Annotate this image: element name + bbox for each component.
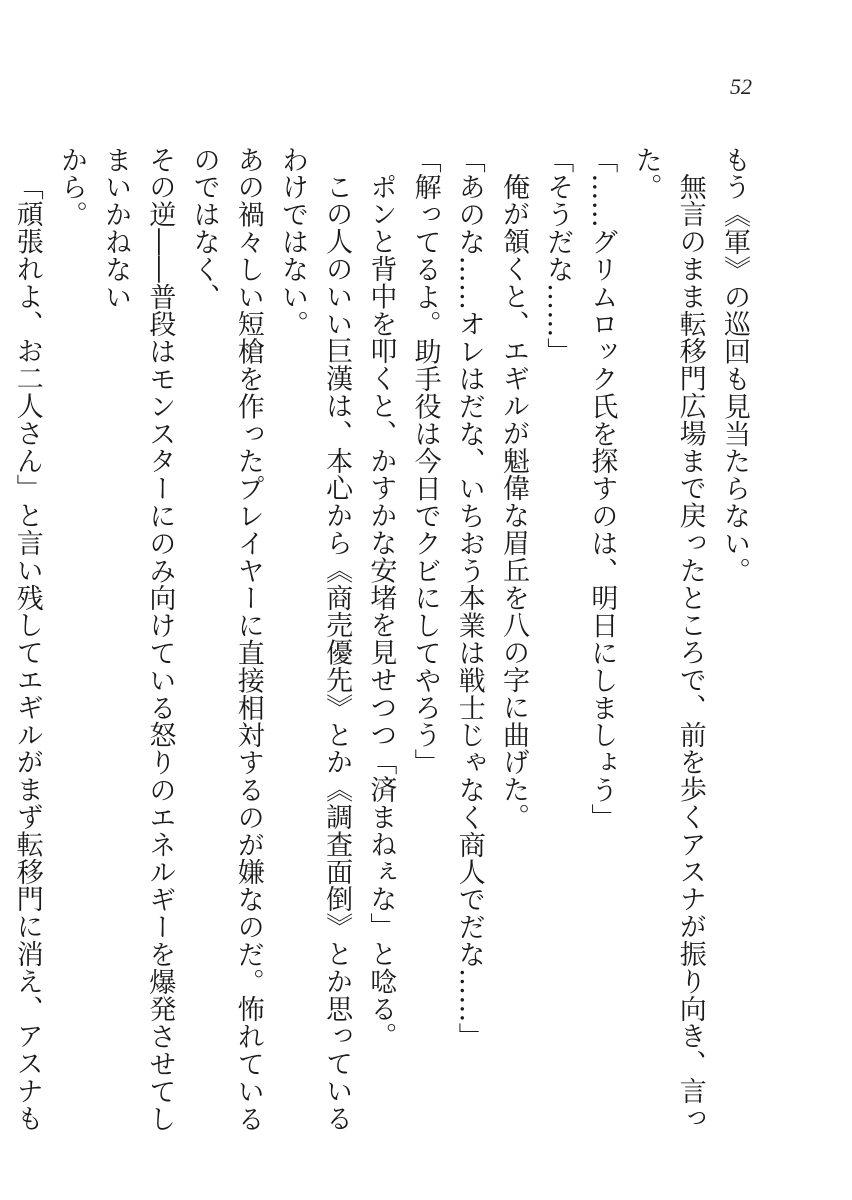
vertical-text-body [11,146,756,1146]
text-line: から。 [55,146,87,229]
text-line: 「あのな……オレはだな、いちおう本業は戦士じゃなく商人でだな……」 [453,146,485,1051]
text-line: 「解ってるよ。助手役は今日でクビにしてやろう」 [409,146,441,777]
text-line: 「……グリムロック氏を探すのは、明日にしましょう」 [586,146,618,831]
text-line: あの禍々しい短槍を作ったプレイヤーに直接相対するのが嫌なのだ。怖れているのではなく、 [188,146,264,1133]
text-line: この人のいい巨漢は、本心から《商売優先》とか《調査面倒》とか思っているわけではない。 [276,146,353,1132]
text-line: 「頑張れよ、お二人さん」と言い残してエギルがまず転移門に消え、アスナも [11,173,43,1132]
page-number: 52 [730,74,752,99]
text-line: ポンと背中を叩くと、かすかな安堵を見せつつ「済まねぇな」と唸る。 [365,173,397,1050]
text-line: 無言のまま転移門広場まで戻ったところで、前を歩くアスナが振り向き、言った。 [630,146,706,1132]
text-line: もう《軍》の巡回も見当たらない。 [719,146,750,585]
text-line: 俺が頷くと、エギルが魁偉な眉丘を八の字に曲げた。 [497,173,529,831]
text-line: 「そうだな……」 [542,146,574,366]
text-line: その逆――普段はモンスターにのみ向けている怒りのエネルギーを爆発させてしまいかねない [100,146,176,1133]
